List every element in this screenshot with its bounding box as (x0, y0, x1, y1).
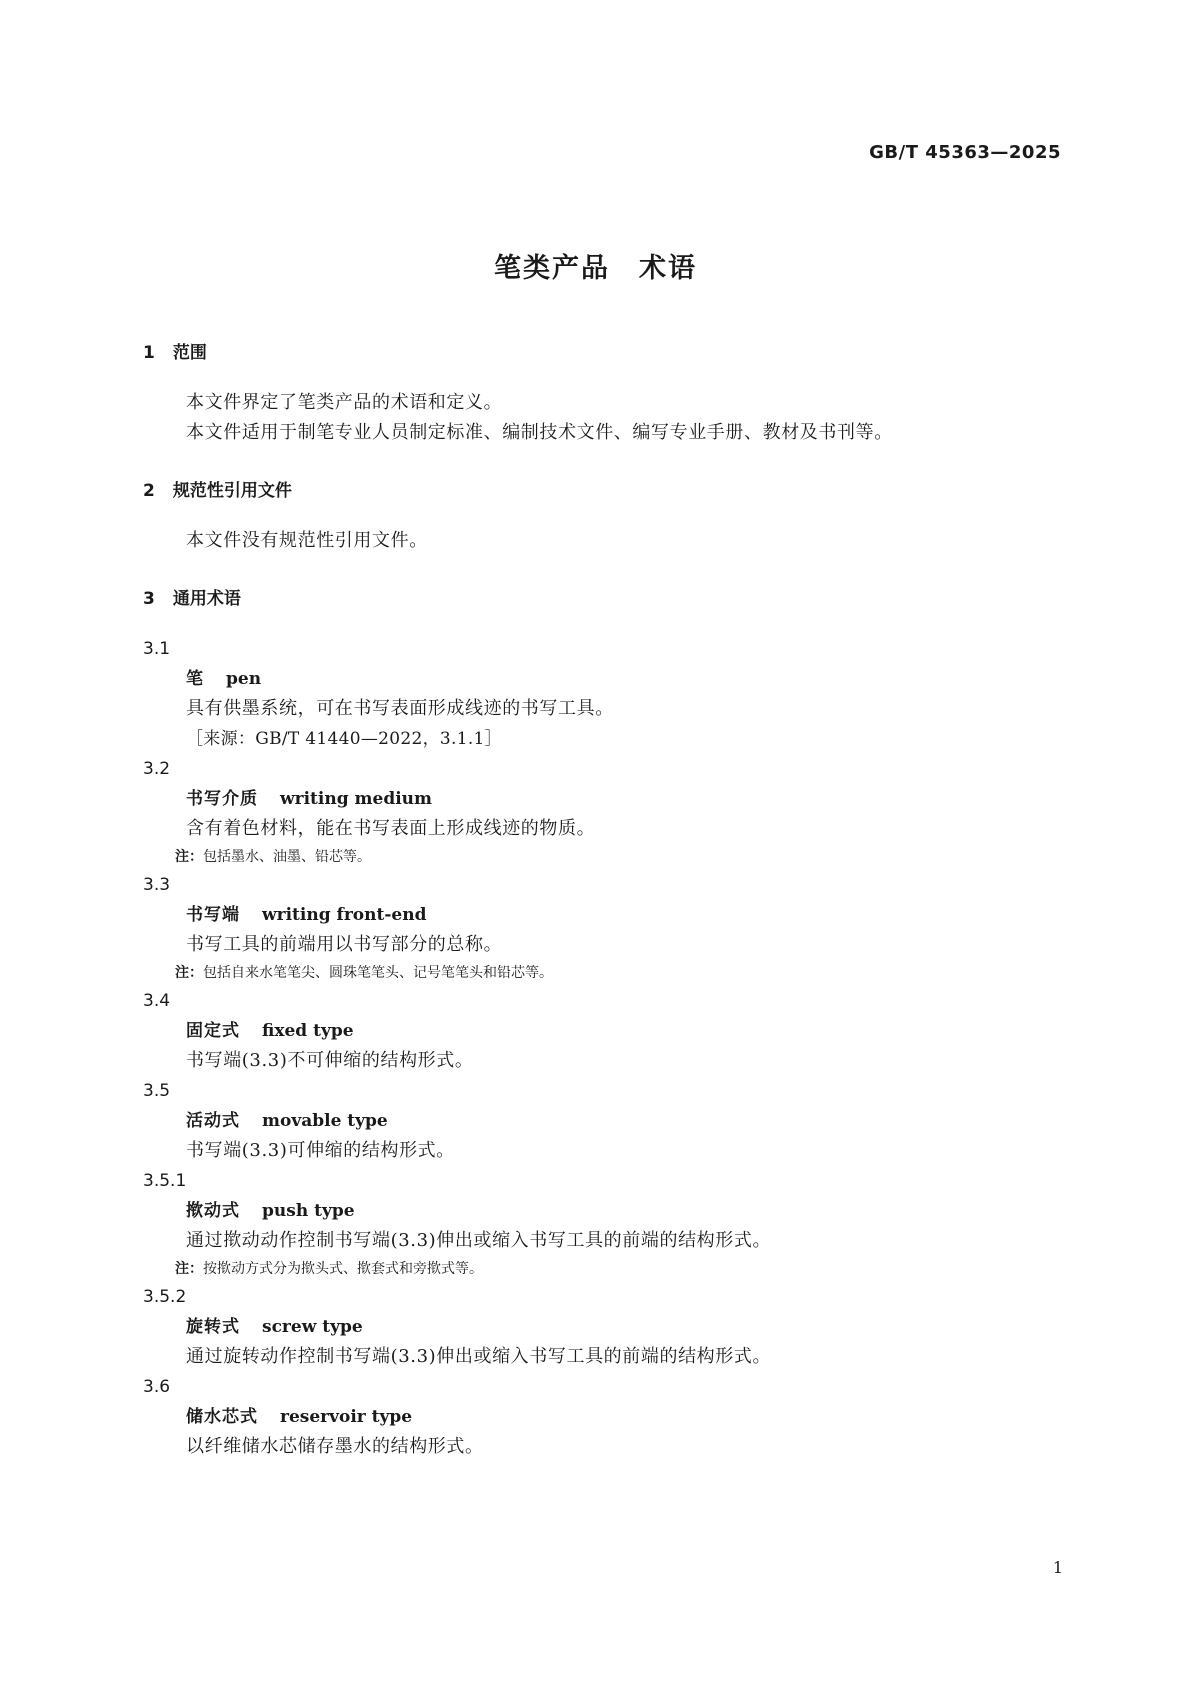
term-entry-reservoir-type (143, 1372, 1063, 1462)
term-number: 3.5.1 (143, 1171, 187, 1191)
term-note (143, 844, 1063, 870)
term-number: 3.2 (143, 759, 171, 779)
document-body (143, 340, 1063, 1462)
term-name-zh: 笔 (186, 669, 204, 689)
term-entry-push-type (143, 1166, 1063, 1282)
term-name-en: writing front-end (262, 905, 427, 925)
term-entry-screw-type (143, 1282, 1063, 1372)
section-number: 3 (143, 589, 155, 609)
term-name-en: reservoir type (280, 1407, 413, 1427)
term-number: 3.1 (143, 639, 171, 659)
section-scope (143, 340, 1063, 448)
term-note (143, 1256, 1063, 1282)
paragraph: 本文件没有规范性引用文件。 (186, 530, 428, 551)
term-name-zh: 揿动式 (186, 1201, 240, 1221)
term-name (143, 900, 1063, 930)
term-name-en: writing medium (280, 789, 433, 809)
term-name-en: fixed type (262, 1021, 354, 1041)
standard-code: GB/T 45363—2025 (869, 142, 1061, 163)
term-name-zh: 旋转式 (186, 1317, 240, 1337)
term-name (143, 664, 1063, 694)
term-source: ［来源：GB/T 41440—2022，3.1.1］ (186, 729, 502, 749)
term-name-en: pen (226, 669, 262, 689)
term-name-en: push type (262, 1201, 355, 1221)
section-number: 2 (143, 481, 155, 501)
term-entry-movable-type (143, 1076, 1063, 1166)
term-definition: 具有供墨系统，可在书写表面形成线迹的书写工具。 (186, 698, 614, 719)
term-number: 3.4 (143, 991, 171, 1011)
term-entry-writing-front-end (143, 870, 1063, 986)
section-heading (143, 586, 1063, 612)
term-definition: 书写端(3.3)不可伸缩的结构形式。 (186, 1050, 474, 1071)
term-entry-fixed-type (143, 986, 1063, 1076)
term-definition: 书写端(3.3)可伸缩的结构形式。 (186, 1140, 455, 1161)
section-title: 范围 (172, 343, 207, 363)
note-label: 注： (175, 965, 203, 981)
note-text: 包括自来水笔笔尖、圆珠笔笔头、记号笔笔头和铅芯等。 (203, 965, 553, 981)
section-heading (143, 478, 1063, 504)
term-definition: 以纤维储水芯储存墨水的结构形式。 (186, 1436, 484, 1457)
term-definition: 含有着色材料，能在书写表面上形成线迹的物质。 (186, 818, 596, 839)
section-number: 1 (143, 343, 155, 363)
term-number: 3.3 (143, 875, 171, 895)
page-number: 1 (1052, 1558, 1063, 1577)
term-name-zh: 书写介质 (186, 789, 258, 809)
term-name (143, 784, 1063, 814)
paragraph: 本文件界定了笔类产品的术语和定义。 (186, 392, 503, 413)
term-name (143, 1196, 1063, 1226)
note-label: 注： (175, 1261, 203, 1277)
term-number: 3.5 (143, 1081, 171, 1101)
term-name (143, 1016, 1063, 1046)
section-title: 规范性引用文件 (172, 481, 292, 501)
term-definition: 通过揿动动作控制书写端(3.3)伸出或缩入书写工具的前端的结构形式。 (186, 1230, 772, 1251)
term-name-zh: 储水芯式 (186, 1407, 258, 1427)
term-entry-writing-medium (143, 754, 1063, 870)
term-entry-pen (143, 634, 1063, 754)
section-title: 通用术语 (172, 589, 241, 609)
note-label: 注： (175, 849, 203, 865)
term-definition: 书写工具的前端用以书写部分的总称。 (186, 934, 503, 955)
term-definition: 通过旋转动作控制书写端(3.3)伸出或缩入书写工具的前端的结构形式。 (186, 1346, 772, 1367)
note-text: 包括墨水、油墨、铅芯等。 (203, 849, 371, 865)
section-normative-references (143, 478, 1063, 556)
term-name-zh: 活动式 (186, 1111, 240, 1131)
paragraph: 本文件适用于制笔专业人员制定标准、编制技术文件、编写专业手册、教材及书刊等。 (186, 422, 893, 443)
term-name (143, 1312, 1063, 1342)
section-heading (143, 340, 1063, 366)
note-text: 按揿动方式分为揿头式、揿套式和旁揿式等。 (203, 1261, 483, 1277)
term-name-en: screw type (262, 1317, 363, 1337)
term-name-zh: 书写端 (186, 905, 240, 925)
term-number: 3.5.2 (143, 1287, 187, 1307)
term-number: 3.6 (143, 1377, 171, 1397)
document-title: 笔类产品 术语 (494, 253, 697, 284)
term-name-en: movable type (262, 1111, 388, 1131)
term-name (143, 1402, 1063, 1432)
term-note (143, 960, 1063, 986)
term-name-zh: 固定式 (186, 1021, 240, 1041)
section-general-terms (143, 586, 1063, 1462)
term-name (143, 1106, 1063, 1136)
